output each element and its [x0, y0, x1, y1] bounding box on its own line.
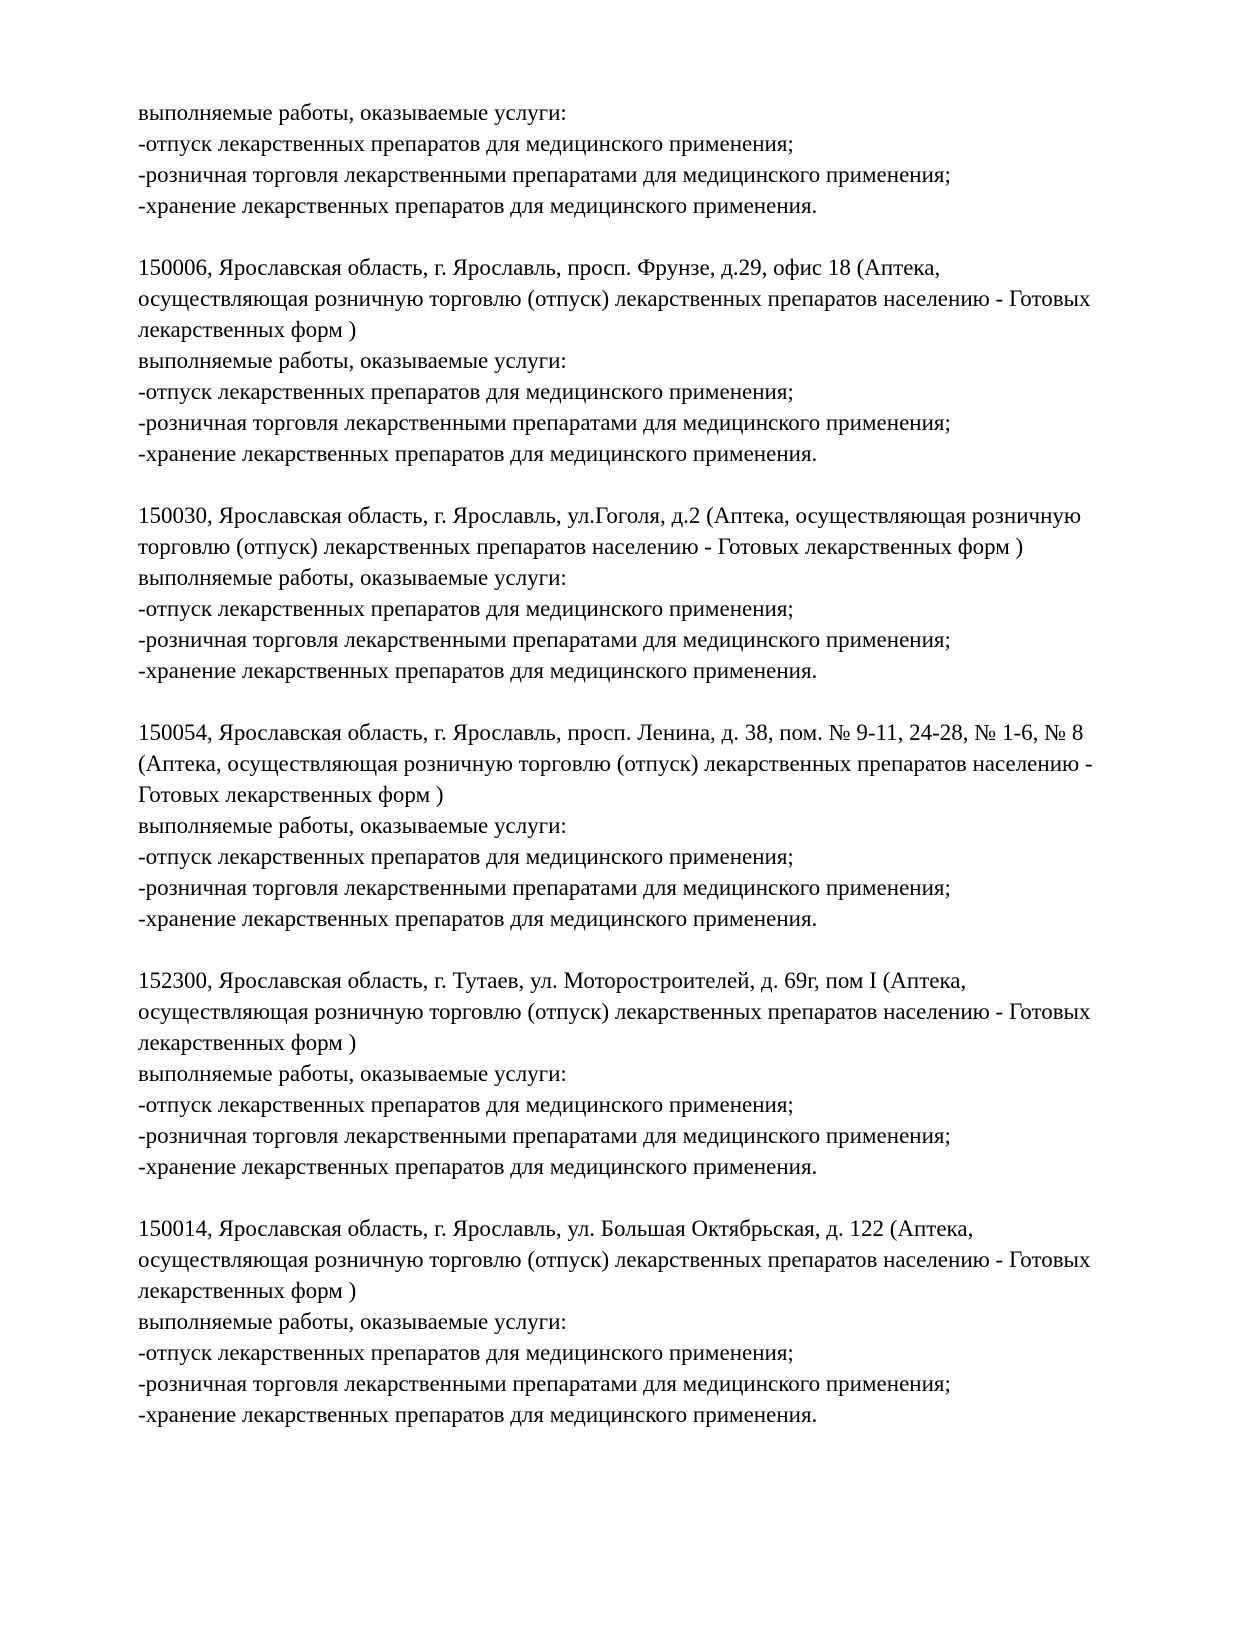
pharmacy-address-line: Готовых лекарственных форм ): [138, 782, 444, 807]
service-item-retail: -розничная торговля лекарственными препаратами для медицинского применения;: [138, 875, 951, 900]
service-item-storage: -хранение лекарственных препаратов для медицинского применения.: [138, 193, 818, 218]
pharmacy-entry-150014: [138, 1213, 1210, 1430]
pharmacy-address-line: 152300, Ярославская область, г. Тутаев, ул. Моторостроителей, д. 69г, пом I (Аптека,: [138, 968, 967, 993]
service-item-storage: -хранение лекарственных препаратов для медицинского применения.: [138, 441, 818, 466]
pharmacy-address-line: осуществляющая розничную торговлю (отпуск) лекарственных препаратов населению - Готовых: [138, 286, 1091, 311]
service-item-dispensing: -отпуск лекарственных препаратов для медицинского применения;: [138, 131, 794, 156]
service-item-dispensing: -отпуск лекарственных препаратов для медицинского применения;: [138, 1092, 794, 1117]
works-services-header: выполняемые работы, оказываемые услуги:: [138, 1309, 567, 1334]
service-item-storage: -хранение лекарственных препаратов для медицинского применения.: [138, 906, 818, 931]
pharmacy-address-line: лекарственных форм ): [138, 1278, 357, 1303]
service-item-dispensing: -отпуск лекарственных препаратов для медицинского применения;: [138, 379, 794, 404]
service-item-retail: -розничная торговля лекарственными препаратами для медицинского применения;: [138, 1123, 951, 1148]
service-item-dispensing: -отпуск лекарственных препаратов для медицинского применения;: [138, 844, 794, 869]
service-item-retail: -розничная торговля лекарственными препаратами для медицинского применения;: [138, 627, 951, 652]
pharmacy-address-line: 150006, Ярославская область, г. Ярославль, просп. Фрунзе, д.29, офис 18 (Аптека,: [138, 255, 941, 280]
pharmacy-address-line: осуществляющая розничную торговлю (отпуск) лекарственных препаратов населению - Готовых: [138, 999, 1091, 1024]
works-services-header: выполняемые работы, оказываемые услуги:: [138, 813, 567, 838]
services-continuation-block: [138, 97, 1210, 221]
pharmacy-address-line: торговлю (отпуск) лекарственных препаратов населению - Готовых лекарственных форм ): [138, 534, 1024, 559]
service-item-retail: -розничная торговля лекарственными препаратами для медицинского применения;: [138, 162, 951, 187]
pharmacy-address-line: лекарственных форм ): [138, 317, 357, 342]
service-item-storage: -хранение лекарственных препаратов для медицинского применения.: [138, 1154, 818, 1179]
works-services-header: выполняемые работы, оказываемые услуги:: [138, 100, 567, 125]
works-services-header: выполняемые работы, оказываемые услуги:: [138, 565, 567, 590]
service-item-dispensing: -отпуск лекарственных препаратов для медицинского применения;: [138, 596, 794, 621]
service-item-storage: -хранение лекарственных препаратов для медицинского применения.: [138, 1402, 818, 1427]
pharmacy-address-line: лекарственных форм ): [138, 1030, 357, 1055]
pharmacy-entry-150006: [138, 252, 1210, 469]
pharmacy-address-line: (Аптека, осуществляющая розничную торговлю (отпуск) лекарственных препаратов населению -: [138, 751, 1093, 776]
pharmacy-address-line: 150014, Ярославская область, г. Ярославль, ул. Большая Октябрьская, д. 122 (Аптека,: [138, 1216, 974, 1241]
service-item-dispensing: -отпуск лекарственных препаратов для медицинского применения;: [138, 1340, 794, 1365]
pharmacy-entry-152300: [138, 965, 1210, 1182]
pharmacy-address-line: осуществляющая розничную торговлю (отпуск) лекарственных препаратов населению - Готовых: [138, 1247, 1091, 1272]
pharmacy-address-line: 150030, Ярославская область, г. Ярославль, ул.Гоголя, д.2 (Аптека, осуществляющая розничную: [138, 503, 1082, 528]
service-item-retail: -розничная торговля лекарственными препаратами для медицинского применения;: [138, 410, 951, 435]
works-services-header: выполняемые работы, оказываемые услуги:: [138, 1061, 567, 1086]
pharmacy-address-line: 150054, Ярославская область, г. Ярославль, просп. Ленина, д. 38, пом. № 9-11, 24-28, № 1-6, № 8: [138, 720, 1084, 745]
service-item-retail: -розничная торговля лекарственными препаратами для медицинского применения;: [138, 1371, 951, 1396]
pharmacy-entry-150054: [138, 717, 1210, 934]
works-services-header: выполняемые работы, оказываемые услуги:: [138, 348, 567, 373]
pharmacy-entry-150030: [138, 500, 1210, 686]
service-item-storage: -хранение лекарственных препаратов для медицинского применения.: [138, 658, 818, 683]
